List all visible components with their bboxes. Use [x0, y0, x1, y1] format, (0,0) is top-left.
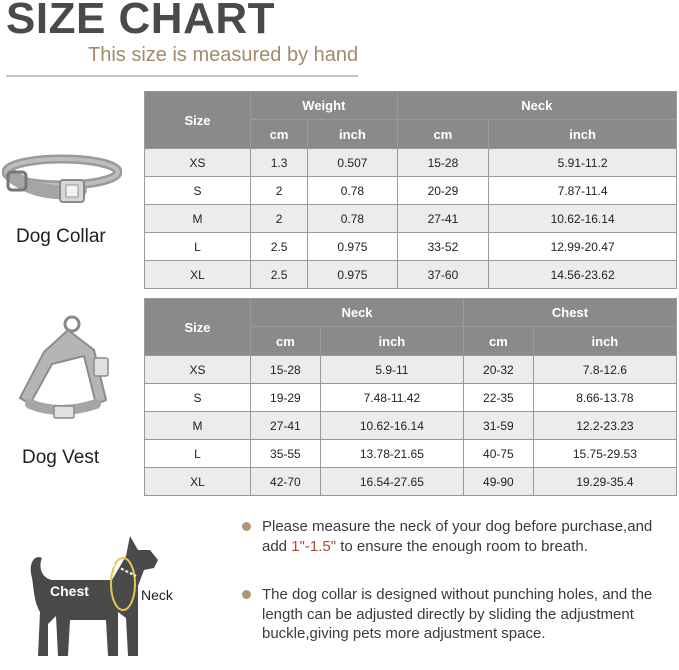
table-row	[145, 177, 677, 205]
table-cell: 12.99-20.47	[489, 233, 677, 261]
weight-header: Weight	[251, 92, 398, 120]
unit-header: cm	[397, 120, 489, 149]
table-cell: 27-41	[251, 412, 321, 440]
unit-header: cm	[463, 327, 533, 356]
table-cell: 1.3	[251, 149, 308, 177]
table-cell: 37-60	[397, 261, 489, 289]
table-cell: 7.87-11.4	[489, 177, 677, 205]
table-cell: 5.9-11	[320, 356, 463, 384]
table-cell: 20-32	[463, 356, 533, 384]
neck-header: Neck	[397, 92, 676, 120]
table-cell: 10.62-16.14	[320, 412, 463, 440]
chest-header: Chest	[463, 299, 676, 327]
note-text: Please measure the neck of your dog before purchase,and add	[262, 518, 653, 555]
table-row	[145, 356, 677, 384]
table-cell: S	[145, 384, 251, 412]
table-row	[145, 384, 677, 412]
table-cell: 19.29-35.4	[533, 468, 676, 496]
dog-vest-icon	[10, 312, 120, 424]
table-row	[145, 440, 677, 468]
table-cell: M	[145, 205, 251, 233]
table-cell: XS	[145, 356, 251, 384]
table-cell: 10.62-16.14	[489, 205, 677, 233]
unit-header: inch	[489, 120, 677, 149]
table-cell: 0.975	[308, 261, 398, 289]
page-title: SIZE CHART	[6, 0, 275, 43]
size-header: Size	[145, 299, 251, 356]
note-highlight: 1"-1.5"	[291, 537, 337, 555]
table-cell: 15.75-29.53	[533, 440, 676, 468]
title-underline	[6, 75, 358, 77]
unit-header: inch	[320, 327, 463, 356]
table-cell: 13.78-21.65	[320, 440, 463, 468]
table-cell: 7.48-11.42	[320, 384, 463, 412]
table-cell: 15-28	[397, 149, 489, 177]
table-row	[145, 205, 677, 233]
note-text: to ensure the enough room to breath.	[336, 537, 588, 555]
table-cell: 5.91-11.2	[489, 149, 677, 177]
table-cell: M	[145, 412, 251, 440]
table-cell: 7.8-12.6	[533, 356, 676, 384]
table-cell: L	[145, 440, 251, 468]
table-cell: 19-29	[251, 384, 321, 412]
table-cell: 27-41	[397, 205, 489, 233]
table-cell: 15-28	[251, 356, 321, 384]
size-header: Size	[145, 92, 251, 149]
unit-header: cm	[251, 327, 321, 356]
table-row	[145, 233, 677, 261]
neck-label: Neck	[141, 587, 173, 603]
chest-label: Chest	[50, 583, 89, 599]
table-cell: 16.54-27.65	[320, 468, 463, 496]
table-cell: 0.78	[308, 177, 398, 205]
table-cell: XL	[145, 468, 251, 496]
table-cell: L	[145, 233, 251, 261]
table-cell: 0.78	[308, 205, 398, 233]
table-cell: 33-52	[397, 233, 489, 261]
neck-header: Neck	[251, 299, 464, 327]
table-cell: S	[145, 177, 251, 205]
table-cell: 8.66-13.78	[533, 384, 676, 412]
table-cell: XS	[145, 149, 251, 177]
unit-header: inch	[308, 120, 398, 149]
table-cell: 49-90	[463, 468, 533, 496]
vest-label: Dog Vest	[22, 447, 100, 468]
table-cell: 2	[251, 177, 308, 205]
collar-label: Dog Collar	[16, 226, 106, 247]
table-row	[145, 261, 677, 289]
table-cell: 2	[251, 205, 308, 233]
table-row	[145, 412, 677, 440]
table-row	[145, 468, 677, 496]
table-cell: 14.56-23.62	[489, 261, 677, 289]
table-cell: 2.5	[251, 261, 308, 289]
note-adjustment	[242, 585, 662, 644]
table-cell: 42-70	[251, 468, 321, 496]
table-cell: 0.975	[308, 233, 398, 261]
table-cell: 0.507	[308, 149, 398, 177]
note-measure-neck	[242, 517, 662, 556]
table-cell: 2.5	[251, 233, 308, 261]
unit-header: inch	[533, 327, 676, 356]
table-cell: 31-59	[463, 412, 533, 440]
dog-collar-icon	[2, 150, 122, 210]
note-text: The dog collar is designed without punching holes, and the length can be adjusted directly by sliding the adjustment buckle,giving pets more adjustment space.	[262, 586, 653, 642]
unit-header: cm	[251, 120, 308, 149]
table-cell: 12.2-23.23	[533, 412, 676, 440]
bullet-dot	[242, 590, 251, 599]
table-cell: 35-55	[251, 440, 321, 468]
table-cell: 40-75	[463, 440, 533, 468]
table-cell: 22-35	[463, 384, 533, 412]
table-cell: XL	[145, 261, 251, 289]
bullet-dot	[242, 522, 251, 531]
table-row	[145, 149, 677, 177]
table-cell: 20-29	[397, 177, 489, 205]
collar-size-table	[144, 91, 677, 289]
page-subtitle: This size is measured by hand	[88, 44, 359, 66]
vest-size-table	[144, 298, 677, 496]
